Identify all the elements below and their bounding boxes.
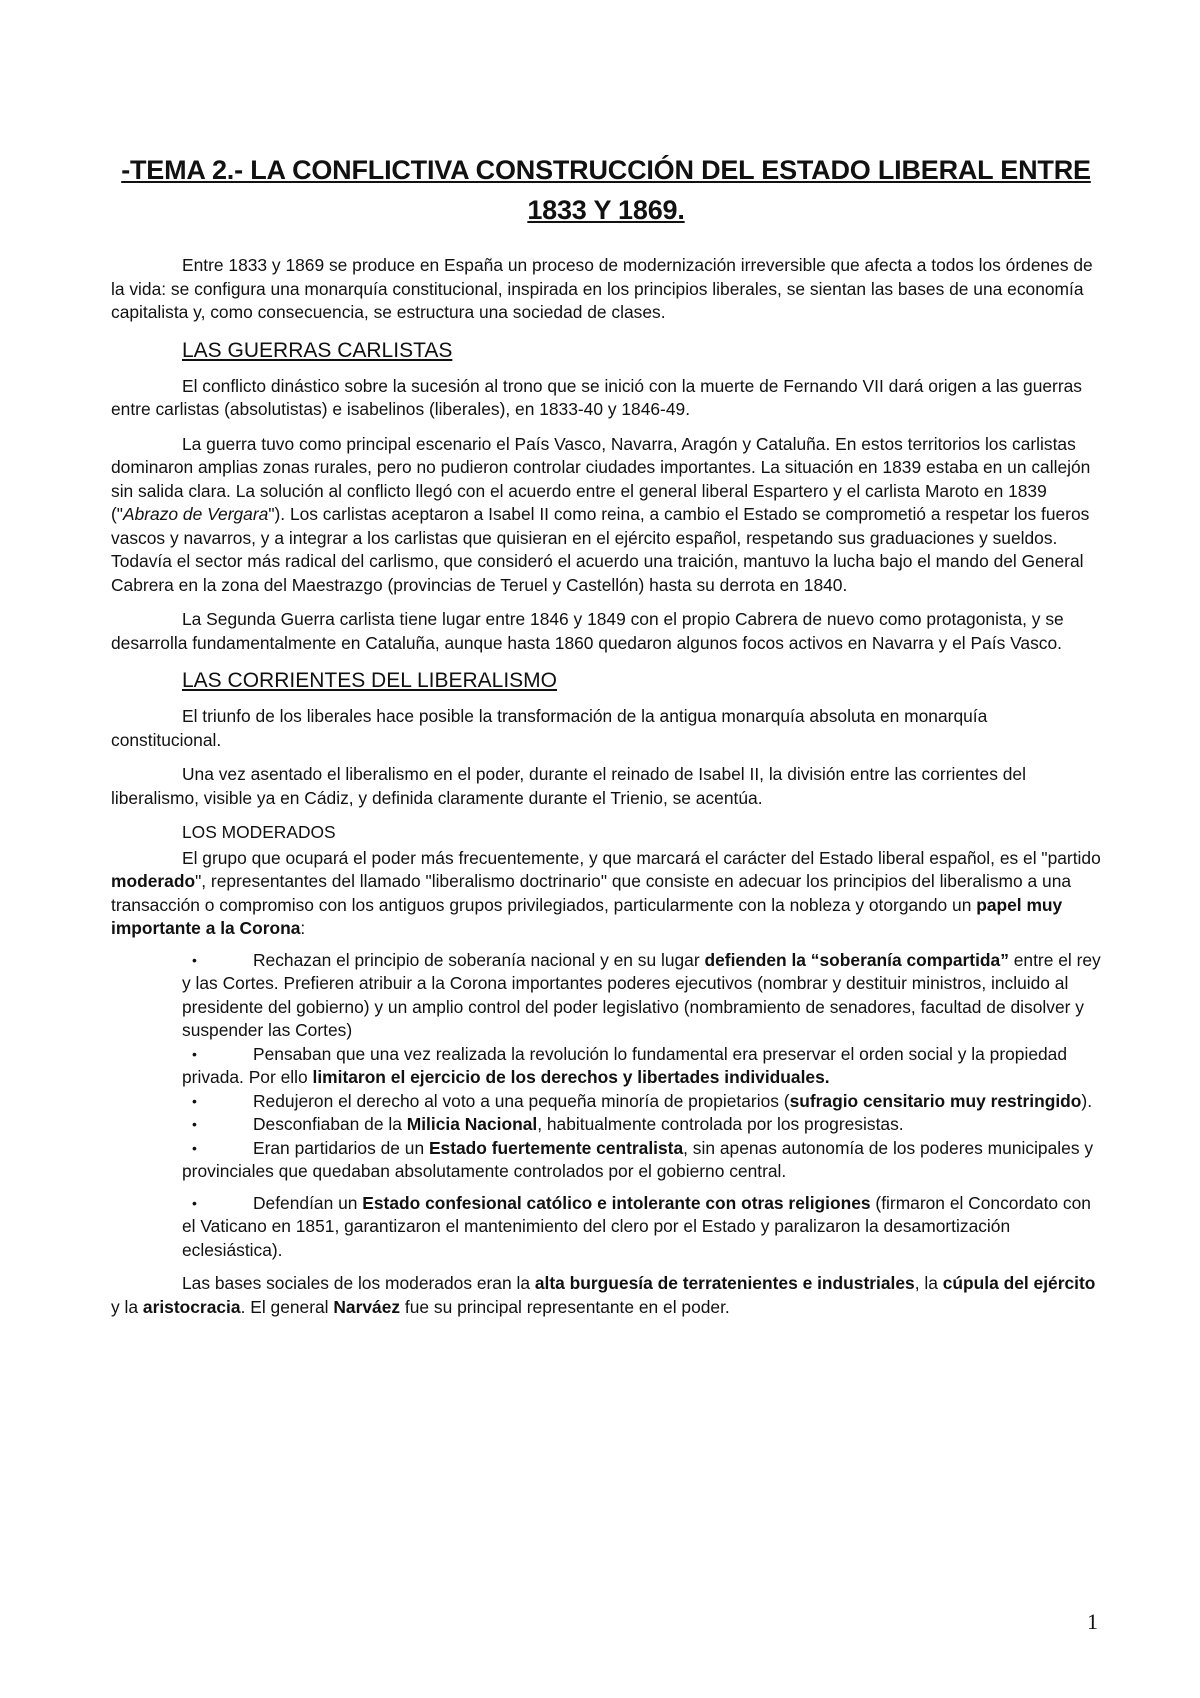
list-item bbox=[182, 949, 1101, 1043]
italic-text: Abrazo de Vergara bbox=[122, 504, 269, 524]
bold-text: alta burguesía de terratenientes e industriales bbox=[534, 1273, 915, 1293]
bullet-icon: • bbox=[192, 1139, 197, 1156]
text-run: , sin apenas autonomía de los poderes municipales y provinciales que quedaban absolutamente controlados por el gobierno central. bbox=[182, 1137, 1094, 1181]
text-run: y la bbox=[111, 1296, 143, 1317]
text-run: . El general bbox=[240, 1296, 334, 1317]
text-run: "). Los carlistas aceptaron a Isabel II como reina, a cambio el Estado se comprometió a respetar los fueros vascos y navarros, y a integrar a los carlistas que quisieran en el ejército español, respetando sus graduaciones y sueldos. Todavía el sector más radical del carlismo, que consideró el acuerdo una traición, mantuvo la lucha bajo el mando del General Cabrera en la zona del Maestrazgo (provincias de Teruel y Castellón) hasta su derrota en 1840. bbox=[111, 504, 1090, 595]
text-run: Redujeron el derecho al voto a una pequeña minoría de propietarios ( bbox=[253, 1090, 790, 1111]
document-title: -TEMA 2.- LA CONFLICTIVA CONSTRUCCIÓN DEL ESTADO LIBERAL ENTRE 1833 Y 1869. bbox=[121, 155, 1091, 225]
text-run: La guerra tuvo como principal escenario el País Vasco, Navarra, Aragón y Cataluña. En estos territorios los carlistas dominaron amplias zonas rurales, pero no pudieron controlar ciudades importantes. La situación en 1839 estaba en un callejón sin salida clara. La solución al conflicto llegó con el acuerdo entre el general liberal Espartero y el carlista Maroto en 1839 (" bbox=[111, 433, 1091, 524]
text-run: (firmaron el Concordato con el Vaticano en 1851, garantizaron el mantenimiento del clero por el Estado y paralizaron la desamortización eclesiástica). bbox=[182, 1192, 1091, 1260]
list-item bbox=[182, 1113, 1101, 1137]
bold-text: Milicia Nacional bbox=[406, 1114, 538, 1134]
section-heading-corrientes-liberalismo: LAS CORRIENTES DEL LIBERALISMO bbox=[182, 669, 557, 692]
bullet-icon: • bbox=[192, 1045, 197, 1062]
text-run: Eran partidarios de un bbox=[253, 1137, 429, 1158]
section-heading-guerras-carlistas: LAS GUERRAS CARLISTAS bbox=[182, 338, 453, 362]
text-run: Desconfiaban de la bbox=[253, 1114, 407, 1134]
moderados-bullet-list bbox=[111, 949, 1101, 1263]
liberalismo-paragraph-2: Una vez asentado el liberalismo en el poder, durante el reinado de Isabel II, la división entre las corrientes del liberalismo, visible ya en Cádiz, y definida claramente durante el Trienio, se acentúa. bbox=[111, 764, 1026, 808]
bases-sociales-paragraph bbox=[111, 1272, 1101, 1319]
text-run: entre el rey y las Cortes. Prefieren atribuir a la Corona importantes poderes ejecutivos (nombrar y destituir ministros, incluido al presidente del gobierno) y un amplio control del poder legislativo (nombramiento de senadores, facultad de disolver y suspender las Cortes) bbox=[182, 949, 1101, 1040]
bullet-icon: • bbox=[192, 951, 197, 968]
bold-text: papel muy importante a la Corona bbox=[111, 894, 1063, 938]
bold-text: limitaron el ejercicio de los derechos y libertades individuales. bbox=[312, 1067, 830, 1087]
bold-text: defienden la “soberanía compartida” bbox=[704, 949, 1009, 970]
bold-text: Estado fuertemente centralista bbox=[428, 1137, 684, 1158]
subheading-moderados: LOS MODERADOS bbox=[182, 822, 336, 842]
bullet-icon: • bbox=[192, 1194, 197, 1211]
text-run: El grupo que ocupará el poder más frecuentemente, y que marcará el carácter del Estado liberal español, es el "partido bbox=[182, 847, 1101, 868]
list-item bbox=[182, 1137, 1101, 1184]
bold-text: cúpula del ejército bbox=[942, 1273, 1096, 1293]
bold-text: aristocracia bbox=[142, 1296, 241, 1317]
carlistas-paragraph-1: El conflicto dinástico sobre la sucesión al trono que se inició con la muerte de Fernando VII dará origen a las guerras entre carlistas (absolutistas) e isabelinos (liberales), en 1833-40 y 1846-49. bbox=[111, 375, 1082, 419]
text-run: Pensaban que una vez realizada la revolución lo fundamental era preservar el orden social y la propiedad privada. Por ello bbox=[182, 1043, 1068, 1087]
text-run: Defendían un bbox=[253, 1192, 363, 1213]
document-body bbox=[111, 150, 1101, 1319]
text-run: ", representantes del llamado "liberalismo doctrinario" que consiste en adecuar los principios del liberalismo a una transacción o compromiso con los antiguos grupos privilegiados, particularmente con la nobleza y otorgando un bbox=[111, 871, 1072, 915]
page-number: 1 bbox=[1087, 1609, 1098, 1634]
bold-text: Narváez bbox=[333, 1296, 401, 1317]
bullet-icon: • bbox=[192, 1092, 197, 1109]
text-run: , la bbox=[914, 1273, 943, 1293]
bold-text: Estado confesional católico e intolerante con otras religiones bbox=[362, 1192, 871, 1213]
text-run: Rechazan el principio de soberanía nacional y en su lugar bbox=[253, 949, 705, 970]
text-run: ). bbox=[1081, 1090, 1093, 1111]
bold-text: sufragio censitario muy restringido bbox=[789, 1090, 1082, 1111]
carlistas-paragraph-3: La Segunda Guerra carlista tiene lugar entre 1846 y 1849 con el propio Cabrera de nuevo como protagonista, y se desarrolla fundamentalmente en Cataluña, aunque hasta 1860 quedaron algunos focos activos en Navarra y el País Vasco. bbox=[111, 609, 1064, 653]
bullet-icon: • bbox=[192, 1116, 197, 1132]
list-item bbox=[182, 1090, 1101, 1114]
intro-paragraph: Entre 1833 y 1869 se produce en España un proceso de modernización irreversible que afecta a todos los órdenes de la vida: se configura una monarquía constitucional, inspirada en los principios liberales, se sientan las bases de una economía capitalista y, como consecuencia, se estructura una sociedad de clases. bbox=[111, 255, 1093, 322]
carlistas-paragraph-2 bbox=[111, 433, 1101, 598]
moderados-paragraph bbox=[111, 847, 1101, 941]
text-run: , habitualmente controlada por los progresistas. bbox=[537, 1114, 904, 1134]
list-item bbox=[182, 1192, 1101, 1263]
list-item bbox=[182, 1043, 1101, 1090]
liberalismo-paragraph-1: El triunfo de los liberales hace posible la transformación de la antigua monarquía absoluta en monarquía constitucional. bbox=[111, 706, 988, 750]
text-run: fue su principal representante en el poder. bbox=[400, 1296, 730, 1317]
bold-text: moderado bbox=[111, 871, 196, 891]
text-run: : bbox=[300, 918, 306, 938]
text-run: Las bases sociales de los moderados eran la bbox=[182, 1273, 535, 1293]
